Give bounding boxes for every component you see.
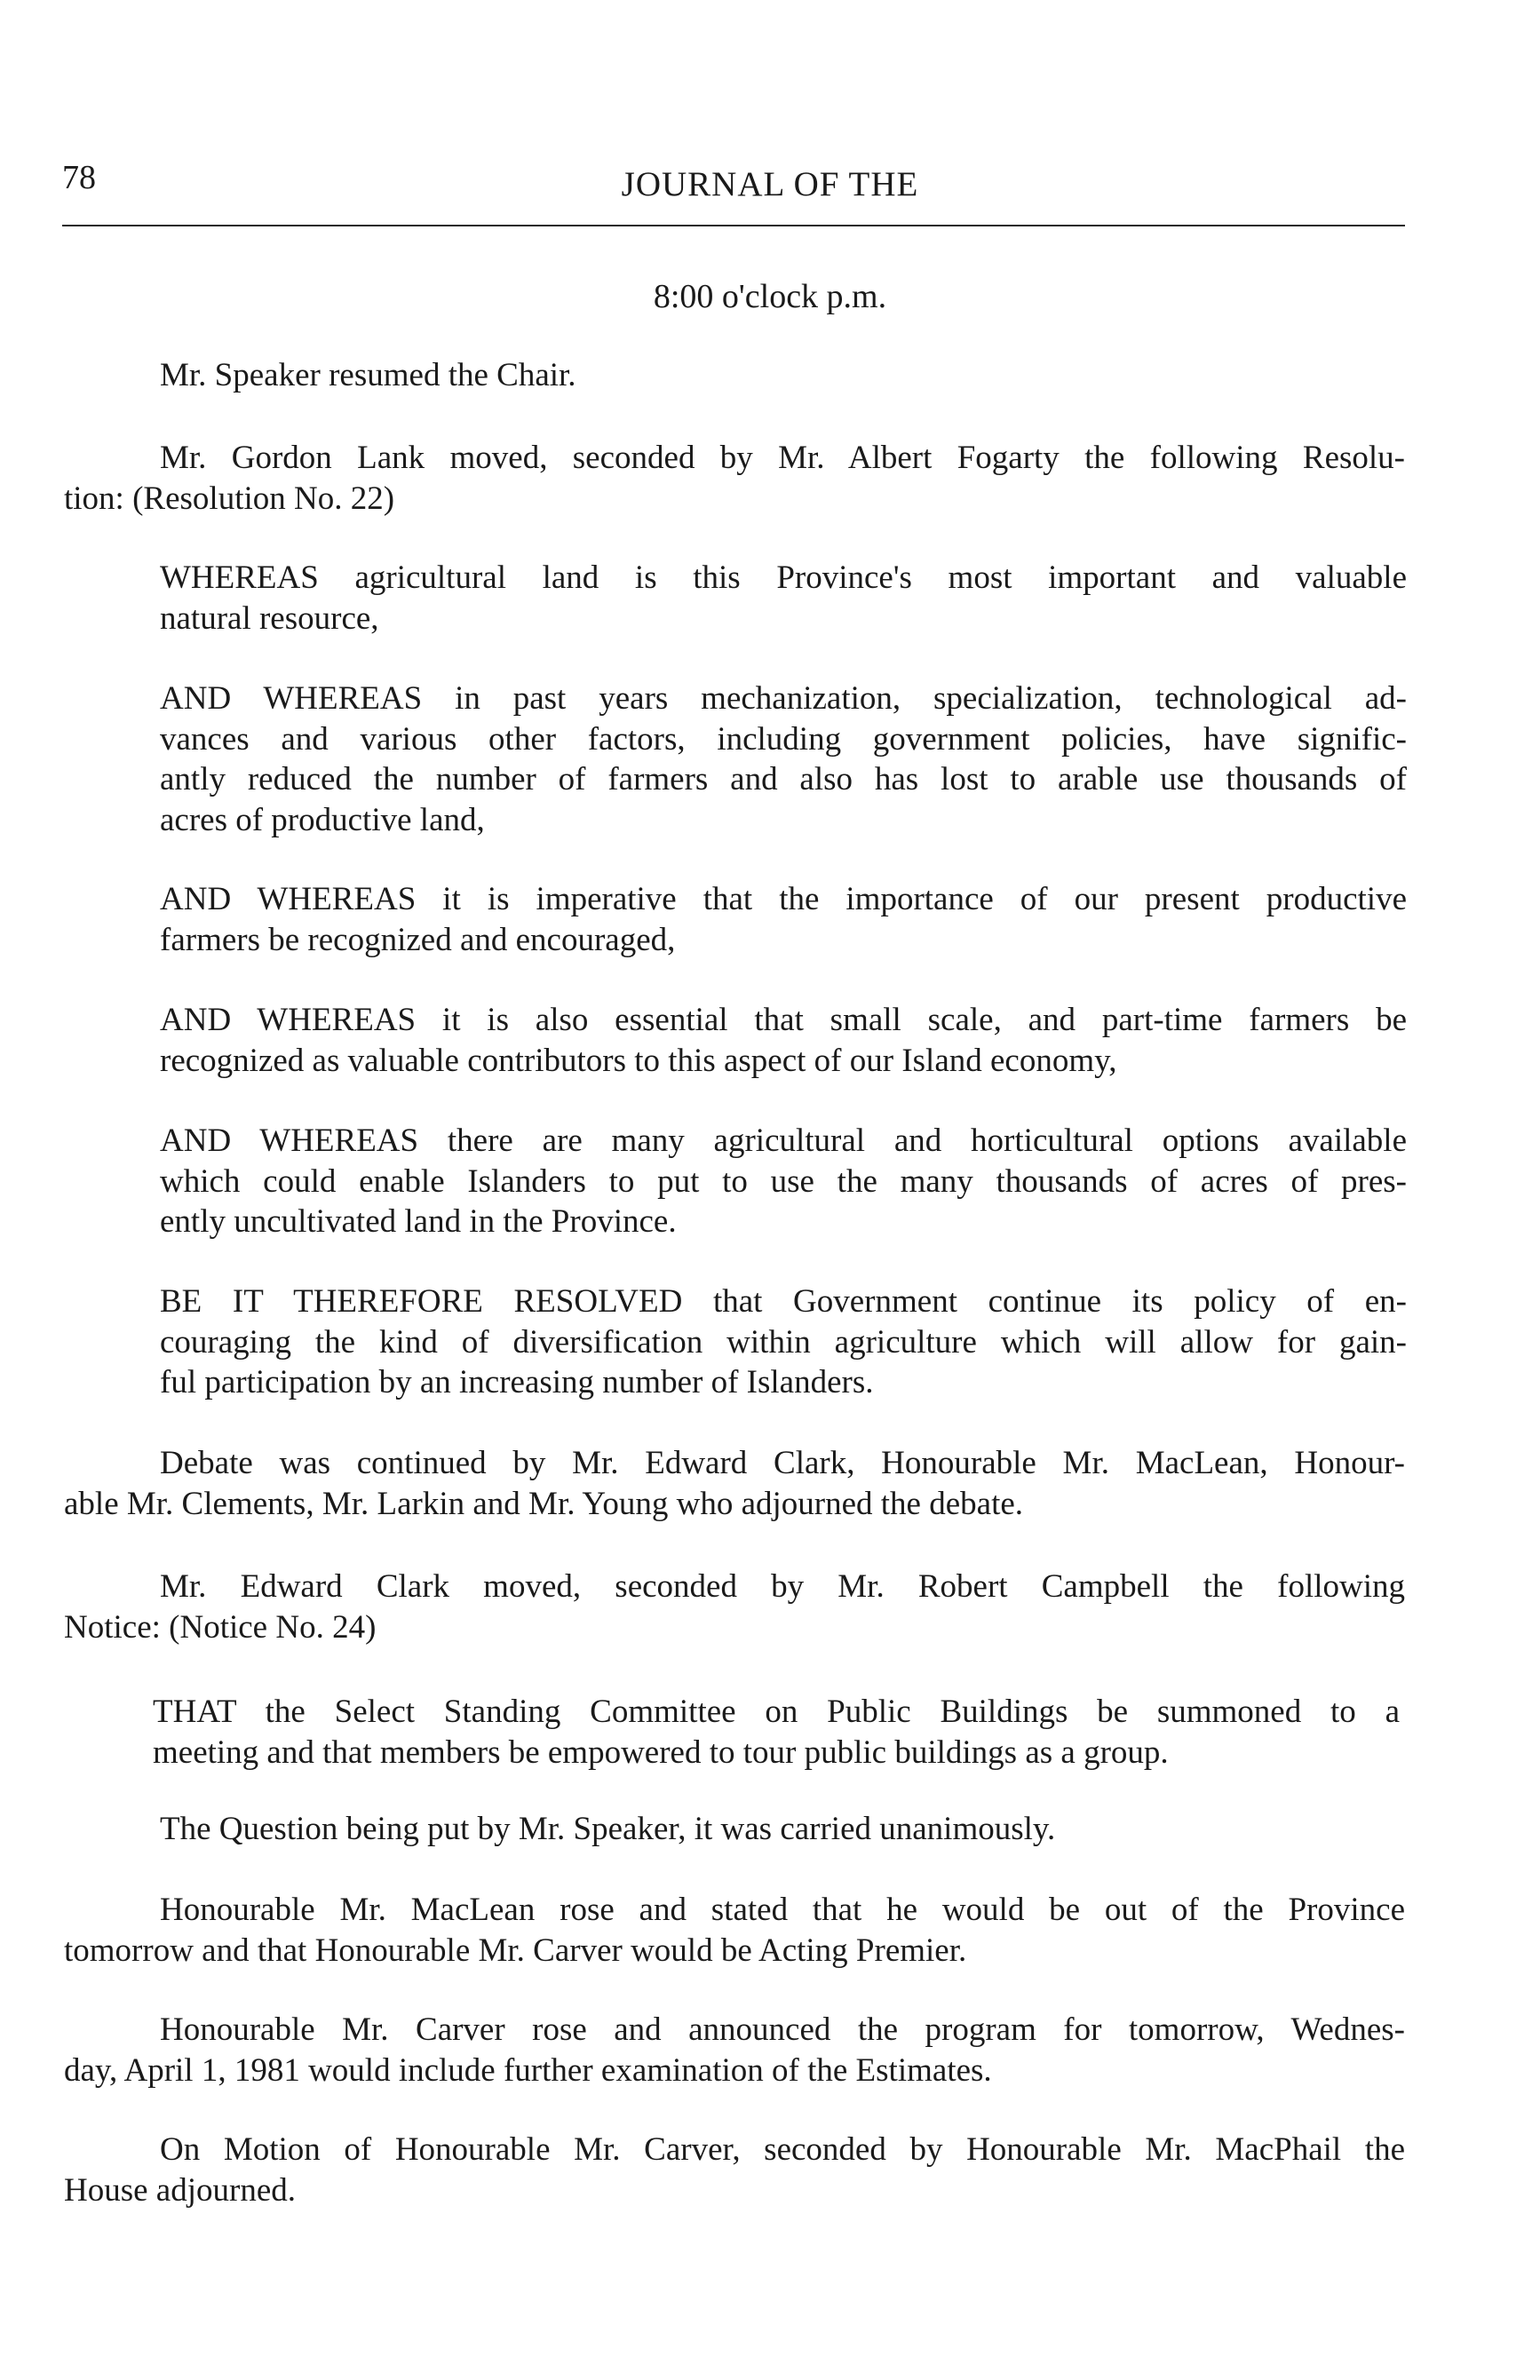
text-line: ently uncultivated land in the Province. bbox=[160, 1203, 677, 1240]
paragraph-maclean bbox=[64, 1890, 1405, 1971]
text-line: Mr. Gordon Lank moved, seconded by Mr. Albert Fogarty the following Resolu- bbox=[160, 440, 1405, 476]
text-line: acres of productive land, bbox=[160, 801, 485, 838]
text-line: Honourable Mr. MacLean rose and stated that he would be out of the Province bbox=[160, 1892, 1405, 1928]
text-line: recognized as valuable contributors to this aspect of our Island economy, bbox=[160, 1042, 1117, 1079]
resolution-clause bbox=[160, 1000, 1407, 1081]
text-line: AND WHEREAS it is imperative that the importance of our present productive bbox=[160, 881, 1407, 917]
resolution-clause bbox=[160, 558, 1407, 639]
text-line: THAT the Select Standing Committee on Public Buildings be summoned to a bbox=[153, 1694, 1400, 1730]
resolution-operative-clause bbox=[160, 1281, 1407, 1403]
resolution-clause bbox=[160, 1121, 1407, 1242]
text-line: Mr. Edward Clark moved, seconded by Mr. Robert Campbell the following bbox=[160, 1568, 1405, 1605]
text-line: meeting and that members be empowered to tour public buildings as a group. bbox=[153, 1733, 1169, 1771]
text-line: BE IT THEREFORE RESOLVED that Government continue its policy of en- bbox=[160, 1283, 1407, 1320]
text-line: On Motion of Honourable Mr. Carver, seconded by Honourable Mr. MacPhail the bbox=[160, 2131, 1405, 2168]
text-line: Debate was continued by Mr. Edward Clark, Honourable Mr. MacLean, Honour- bbox=[160, 1445, 1405, 1481]
text-line: natural resource, bbox=[160, 599, 379, 637]
text-line: farmers be recognized and encouraged, bbox=[160, 921, 676, 958]
text-line: AND WHEREAS in past years mechanization, specialization, technological ad- bbox=[160, 680, 1407, 717]
running-title: JOURNAL OF THE bbox=[621, 165, 919, 203]
paragraph-question bbox=[160, 1809, 1055, 1850]
paragraph-adjournment bbox=[64, 2130, 1405, 2210]
header-rule bbox=[62, 225, 1405, 226]
text-line: AND WHEREAS it is also essential that small scale, and part-time farmers be bbox=[160, 1002, 1407, 1038]
text-line: Honourable Mr. Carver rose and announced the program for tomorrow, Wednes- bbox=[160, 2011, 1405, 2048]
text-line: Notice: (Notice No. 24) bbox=[64, 1608, 377, 1646]
text-line: Mr. Speaker resumed the Chair. bbox=[160, 357, 576, 393]
resolution-clause bbox=[160, 678, 1407, 840]
session-time: 8:00 o'clock p.m. bbox=[653, 278, 887, 315]
text-line: vances and various other factors, including government policies, have signific- bbox=[160, 720, 1407, 758]
paragraph-debate bbox=[64, 1443, 1405, 1524]
text-line: AND WHEREAS there are many agricultural and horticultural options available bbox=[160, 1123, 1407, 1159]
paragraph-notice-motion bbox=[64, 1567, 1405, 1647]
text-line: ful participation by an increasing number of Islanders. bbox=[160, 1364, 874, 1400]
text-line: couraging the kind of diversification within agriculture which will allow for gain- bbox=[160, 1323, 1407, 1361]
text-line: tomorrow and that Honourable Mr. Carver would be Acting Premier. bbox=[64, 1932, 967, 1969]
paragraph-resolution-motion bbox=[64, 438, 1405, 519]
text-line: able Mr. Clements, Mr. Larkin and Mr. Young who adjourned the debate. bbox=[64, 1485, 1024, 1522]
paragraph-carver bbox=[64, 2010, 1405, 2090]
text-line: The Question being put by Mr. Speaker, it was carried unanimously. bbox=[160, 1811, 1056, 1847]
text-line: which could enable Islanders to put to use the many thousands of acres of pres- bbox=[160, 1162, 1407, 1200]
page-number: 78 bbox=[62, 159, 96, 196]
notice-clause bbox=[153, 1692, 1400, 1773]
text-line: WHEREAS agricultural land is this Province's most important and valuable bbox=[160, 559, 1407, 596]
paragraph-speaker-resumed bbox=[160, 355, 576, 396]
text-line: tion: (Resolution No. 22) bbox=[64, 480, 395, 517]
text-line: antly reduced the number of farmers and also has lost to arable use thousands of bbox=[160, 761, 1407, 797]
text-line: House adjourned. bbox=[64, 2171, 296, 2209]
text-line: day, April 1, 1981 would include further examination of the Estimates. bbox=[64, 2051, 992, 2089]
resolution-clause bbox=[160, 879, 1407, 960]
